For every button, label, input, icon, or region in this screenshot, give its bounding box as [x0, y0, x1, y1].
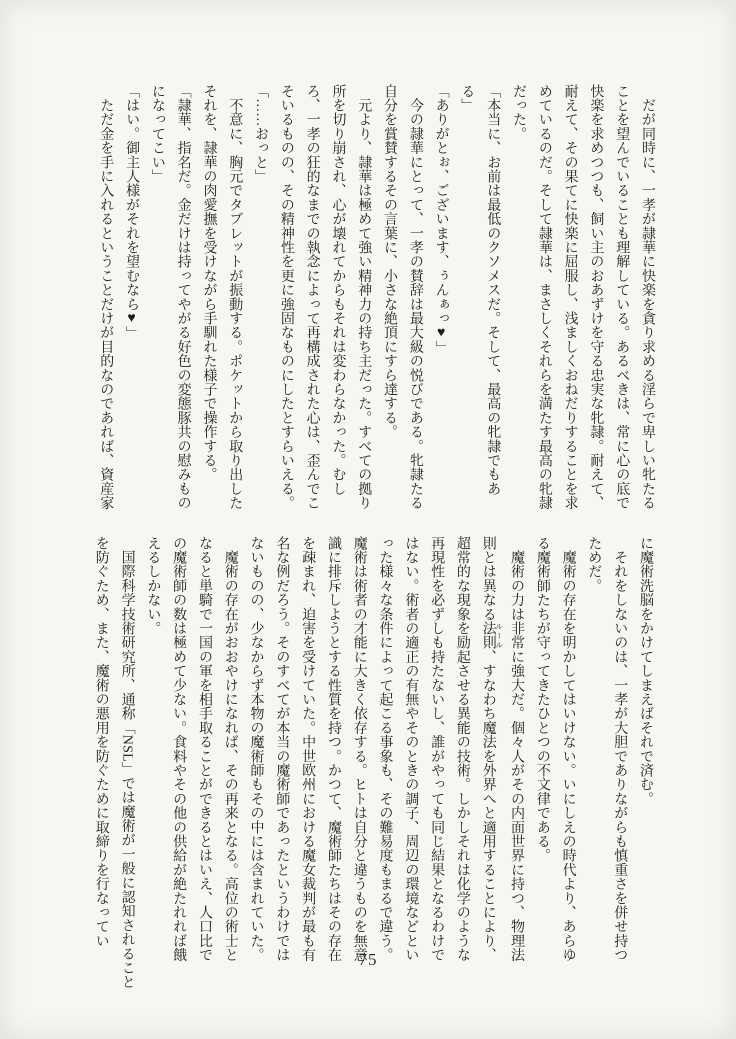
text-column: 魔術の存在がおおやけになれば、その再来となる。高位の術士と [222, 536, 238, 962]
text-column: それをしないのは、一孝が大胆でありながらも慎重さを併せ持つ [612, 536, 628, 962]
text-column: 「本当に、お前は最低のクソメスだ。そして、最高の牝隷でもあ [485, 84, 501, 496]
text-column: 元より、隷華は極めて強い精神力の持ち主だった。すべての拠り [356, 84, 372, 510]
text-column: それを、隷華の肉愛撫を受けながら手馴れた様子で操作する。 [201, 84, 217, 482]
text-column: った様々な条件によって起こる事象も、その難易度もまるで違う。 [377, 536, 393, 962]
text-column: に魔術洗脳をかけてしまえばそれで済む。 [638, 536, 653, 806]
text-column: ただ金を手に入れるということだけが目的なのであれば、資産家 [98, 84, 114, 510]
text-column: 「……おっと」 [253, 84, 269, 184]
text-column: ろ、一孝の狂的なまでの執念によって再構成された心は、歪んでこ [304, 84, 320, 510]
text-column: 「ありがとぉ、ございます、ぅんぁっ♥」 [433, 84, 449, 355]
text-column: 「隷華、指名だ。金だけは持ってやがる好色の変態豚共の慰みもの [175, 84, 191, 510]
text-column: ことを望んでいることも理解している。あるべきは、常に心の底で [614, 84, 630, 510]
text-column: めているのだ。そして隷華は、まさしくそれらを満たす最高の牝隷 [536, 84, 552, 510]
text-column: を疎まれ、迫害を受けていた。中世欧州における魔女裁判が最も有 [300, 536, 316, 962]
text-column: 今の隷華にとって、一孝の賛辞は最大級の悦びである。牝隷たる [407, 84, 423, 510]
text-column: ためだ。 [586, 536, 602, 593]
text-column: はない。術者の適正の有無やそのときの調子、周辺の環境などとい [403, 536, 419, 962]
text-column: 魔術の力は非常に強大だ。個々人がその内面世界に持つ、物理法 [509, 536, 525, 962]
text-column: 魔術は術者の才能に大きく依存する。ヒトは自分と違うものを無意 [351, 536, 367, 962]
text-column: えるしかない。 [145, 536, 161, 636]
text-column: 超常的な現象を励起させる異能の技術。しかしそれは化学のような [454, 536, 470, 962]
top-text-block [92, 84, 660, 514]
text-column: だった。 [511, 84, 527, 141]
text-column: 「はい。御主人様がそれを望むなら♥」 [124, 84, 140, 341]
text-column: 自分を賞賛するその言葉に、小さな絶頂にすら達する。 [382, 84, 398, 439]
text-column: 名な例だろう。そのすべてが本当の魔術師であったというわけでは [274, 536, 290, 962]
text-column: 所を切り崩され、心が壊れてからもそれは変わらなかった。むし [330, 84, 346, 496]
text-column: 魔術の存在を明かしてはいけない。いにしえの時代より、あらゆ [560, 536, 576, 962]
text-column: 不意に、胸元でタブレットが振動する。ポケットから取り出した [227, 84, 243, 510]
text-column: 則とは異なる法則 ルール、すなわち魔法を外界へと適用することにより、 [480, 536, 504, 963]
text-column: 識に排斥しようとする性質を持つ。かつて、魔術師たちはその存在 [325, 536, 341, 962]
text-column: る」 [459, 84, 475, 113]
text-column: 耐えて、その果てに快楽に屈服し、浅ましくおねだりすることを求 [562, 84, 578, 510]
text-column: ないものの、少なからず本物の魔術師もその中には含まれていた。 [248, 536, 264, 962]
text-column: を防ぐため、また、魔術の悪用を防ぐために取締りを行なってい [93, 536, 109, 948]
bottom-text-block [88, 536, 658, 990]
text-column: だが同時に、一孝が隷華に快楽を貪り求める淫らで卑しい牝たる [640, 84, 655, 510]
text-column: 国際科学技術研究所、通称「NSL」では魔術が一般に認知されること [119, 536, 135, 990]
text-column: なると単騎で一国の軍を相手取ることができるとはいえ、人口比で [196, 536, 212, 962]
text-column: そいるものの、その精神性を更に強固なものにしたとすらいえる。 [278, 84, 294, 510]
text-column: 再現性を必ずしも持たないし、誰がやっても同じ結果となるわけで [429, 536, 445, 962]
text-column: の魔術師の数は極めて少ない。食料やその他の供給が絶たれれば餓 [171, 536, 187, 962]
page-number: 75 [358, 950, 378, 969]
text-column: る魔術師たちが守ってきたひとつの不文律である。 [534, 536, 550, 863]
text-column: 快楽を求めつつも、飼い主のおあずけを守る忠実な牝隷。耐えて、 [588, 84, 604, 510]
text-column: になってこい」 [149, 84, 165, 184]
